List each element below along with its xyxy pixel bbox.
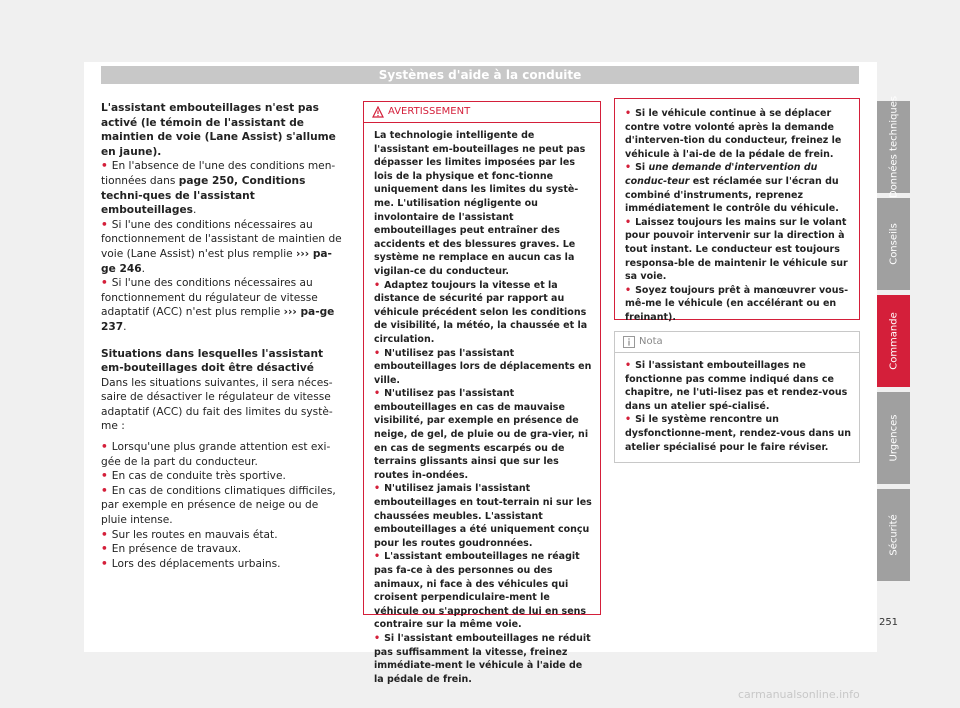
list-item: • Si l'une des conditions nécessaires au fonctionnement de l'assistant de maintien de voie (Lane Assist) n'est plus remplie ››› pa-ge 246. bbox=[101, 218, 342, 275]
list-item: • N'utilisez pas l'assistant embouteillages en cas de mauvaise visibilité, par exemple en présence de neige, de gel, de pluie ou de gra-vier, ni en cas de segments escarpés ou de terrains glissants ainsi que sur les routes in-ondées. bbox=[374, 388, 589, 481]
warning-title: AVERTISSEMENT bbox=[364, 102, 600, 123]
tab-conseils[interactable]: Conseils bbox=[877, 198, 910, 290]
list-item: • Lorsqu'une plus grande attention est exi-gée de la part du conducteur. bbox=[101, 441, 331, 468]
bullet-icon: • bbox=[101, 218, 108, 231]
warning-box-continued bbox=[614, 98, 860, 323]
warning-triangle-icon bbox=[372, 106, 384, 118]
page-link[interactable]: ››› pa-ge 246 bbox=[101, 247, 332, 275]
list-item: • En l'absence de l'une des conditions men-tionnées dans page 250, Conditions techni-ques de l'assistant embouteillages. bbox=[101, 160, 336, 217]
list-item: • Adaptez toujours la vitesse et la distance de sécurité par rapport au véhicule précédent selon les conditions de visibilité, la météo, la chaussée et la circulation. bbox=[374, 279, 588, 345]
list-item: • Lors des déplacements urbains. bbox=[101, 557, 281, 570]
tab-urgences[interactable]: Urgences bbox=[877, 392, 910, 484]
list-item: • Si le véhicule continue à se déplacer contre votre volonté après la demande d'interven-tion du conducteur, freinez le véhicule à l'ai-de de la pédale de frein. bbox=[625, 108, 842, 160]
tab-commande[interactable]: Commande bbox=[877, 295, 910, 387]
info-icon bbox=[623, 336, 635, 348]
intro-heading: L'assistant embouteillages n'est pas activé (le témoin de l'assistant de maintien de voie (Lane Assist) s'allume en jaune). bbox=[101, 102, 336, 158]
list-item: • Sur les routes en mauvais état. bbox=[101, 528, 278, 541]
list-item: • Si le système rencontre un dysfonctionne-ment, rendez-vous dans un atelier spécialisé pour le faire réviser. bbox=[625, 414, 852, 453]
paragraph: Dans les situations suivantes, il sera néces-saire de désactiver le régulateur de vitesse adaptatif (ACC) du fait des limites du systè-me : bbox=[101, 376, 333, 433]
bullet-icon: • bbox=[101, 277, 108, 290]
list-item: • Si l'assistant embouteillages ne réduit pas suffisamment la vitesse, freinez immédiate-ment le véhicule à l'aide de la pédale de frein. bbox=[374, 632, 591, 685]
list-item: • Laissez toujours les mains sur le volant pour pouvoir intervenir sur la direction à tout instant. Le conducteur est toujours responsa-ble de maintenir le véhicule sur sa voie. bbox=[625, 216, 848, 283]
section-heading: Situations dans lesquelles l'assistant em-bouteillages doit être désactivé bbox=[101, 347, 324, 375]
page-number: 251 bbox=[878, 617, 899, 628]
list-item: • En présence de travaux. bbox=[101, 543, 242, 556]
list-item: • Soyez toujours prêt à manœuvrer vous-mê-me le véhicule (en accélérant ou en freinant). bbox=[625, 284, 849, 323]
warning-intro: La technologie intelligente de l'assistant em-bouteillages ne peut pas dépasser les limites imposées par les lois de la physique et fonc-tionne uniquement dans les limites du systè-me. L'utilisation négligente ou involontaire de l'assistant embouteillages peut entraîner des accidents et des blessures graves. Le système ne remplace en aucun cas la vigilan-ce du conducteur. bbox=[374, 130, 586, 277]
page-link[interactable]: page 250, Conditions techni-ques de l'assistant embouteillages bbox=[101, 174, 306, 217]
tab-securite[interactable]: Sécurité bbox=[877, 489, 910, 581]
list-item: • En cas de conditions climatiques difficiles, par exemple en présence de neige ou de pluie intense. bbox=[101, 484, 336, 527]
warning-box bbox=[363, 101, 601, 685]
section-header: Systèmes d'aide à la conduite bbox=[101, 66, 859, 84]
list-item: • L'assistant embouteillages ne réagit pas fa-ce à des personnes ou des animaux, ni face à des véhicules qui croisent perpendiculaire-ment le véhicule ou s'approchent de lui en sens contraire sur la même voie. bbox=[374, 551, 587, 631]
list-item: • Si une demande d'intervention du conduc-teur est réclamée sur l'écran du combiné d'instruments, reprenez immédiatement le contrôle du véhicule. bbox=[625, 162, 839, 215]
list-item: • N'utilisez jamais l'assistant embouteillages en tout-terrain ni sur les chaussées meubles. L'assistant embouteillages a été uniquement conçu pour les routes goudronnées. bbox=[374, 483, 592, 549]
list-item: • Si l'une des conditions nécessaires au fonctionnement du régulateur de vitesse adaptatif (ACC) n'est plus remplie ››› pa-ge 237. bbox=[101, 277, 335, 333]
bullet-icon: • bbox=[101, 160, 108, 173]
page-link[interactable]: ››› pa-ge 237 bbox=[101, 306, 335, 333]
list-item: • En cas de conduite très sportive. bbox=[101, 470, 286, 483]
list-item: • Si l'assistant embouteillages ne fonctionne pas comme indiqué dans ce chapitre, ne l'uti-lisez pas et rendez-vous dans un atelier spé-cialisé. bbox=[625, 360, 848, 412]
tab-donnees-techniques[interactable]: Données techniques bbox=[877, 101, 910, 193]
note-box bbox=[614, 331, 860, 463]
watermark: carmanualsonline.info bbox=[738, 688, 860, 701]
list-item: • N'utilisez pas l'assistant embouteillages lors de déplacements en ville. bbox=[374, 347, 592, 386]
left-column bbox=[101, 101, 346, 571]
note-title: Nota bbox=[615, 332, 859, 353]
